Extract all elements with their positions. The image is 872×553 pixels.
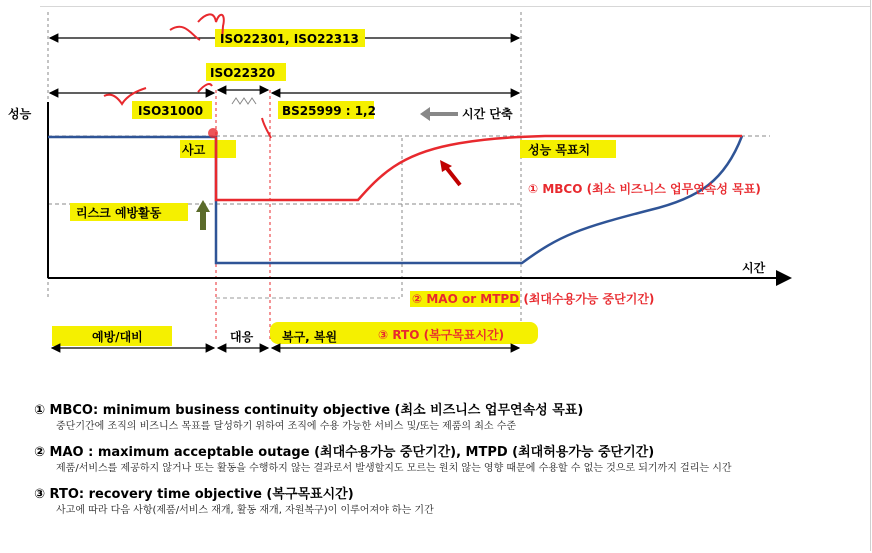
shorten-label: 시간 단축: [462, 107, 513, 121]
phase-respond-label: 대응: [230, 330, 254, 344]
rto-label: ③ RTO (복구목표시간): [378, 328, 505, 342]
risk-label: 리스크 예방활동: [76, 206, 162, 220]
y-axis-label: 성능: [8, 107, 32, 121]
definition-desc: 제품/서비스를 제공하지 않거나 또는 활동을 수행하지 않는 결과로서 발생할지도 모르는 원치 않는 영향 때문에 수용할 수 없는 것으로 되기까지 걸리는 시간: [56, 463, 732, 474]
definition-desc: 사고에 따라 다음 사항(제품/서비스 재개, 활동 재개, 자원복구)이 이루어져야 하는 기간: [56, 505, 434, 516]
definition-rto: [34, 486, 864, 518]
shorten-arrow: [420, 107, 458, 121]
red-arrow: [445, 166, 460, 185]
phase-recover-label: 복구, 복원: [282, 330, 338, 344]
risk-arrow-shaft: [200, 210, 206, 230]
mbco-label: ① MBCO (최소 비즈니스 업무연속성 목표): [528, 182, 761, 196]
definitions: [34, 402, 864, 528]
definition-mbco: [34, 402, 864, 434]
definition-title: ② MAO : maximum acceptable outage (최대수용가능 중단기간), MTPD (최대허용가능 중단기간): [34, 445, 655, 460]
iso-left-label: ISO31000: [138, 104, 204, 118]
bs-label: BS25999 : 1,2: [282, 104, 376, 118]
definition-title: ① MBCO: minimum business continuity objective (최소 비즈니스 업무연속성 목표): [34, 403, 584, 418]
incident-marker: [208, 128, 218, 138]
x-axis-label: 시간: [742, 261, 766, 275]
definition-title: ③ RTO: recovery time objective (복구목표시간): [34, 487, 354, 502]
mao-label: ② MAO or MTPD (최대수용가능 중단기간): [412, 292, 655, 306]
iso-mid-label: ISO22320: [210, 66, 276, 80]
risk-arrow-head: [196, 200, 210, 212]
iso-top-label: ISO22301, ISO22313: [220, 32, 359, 46]
blue-curve: [48, 136, 742, 263]
definition-desc: 중단기간에 조직의 비즈니스 목표를 달성하기 위하여 조직에 수용 가능한 서비스 및/또는 제품의 최소 수준: [56, 421, 517, 432]
definition-mao: [34, 444, 864, 476]
squiggle: [232, 98, 256, 104]
target-label: 성능 목표치: [528, 143, 591, 157]
phase-prevent-label: 예방/대비: [92, 330, 143, 344]
incident-label: 사고: [182, 143, 206, 157]
